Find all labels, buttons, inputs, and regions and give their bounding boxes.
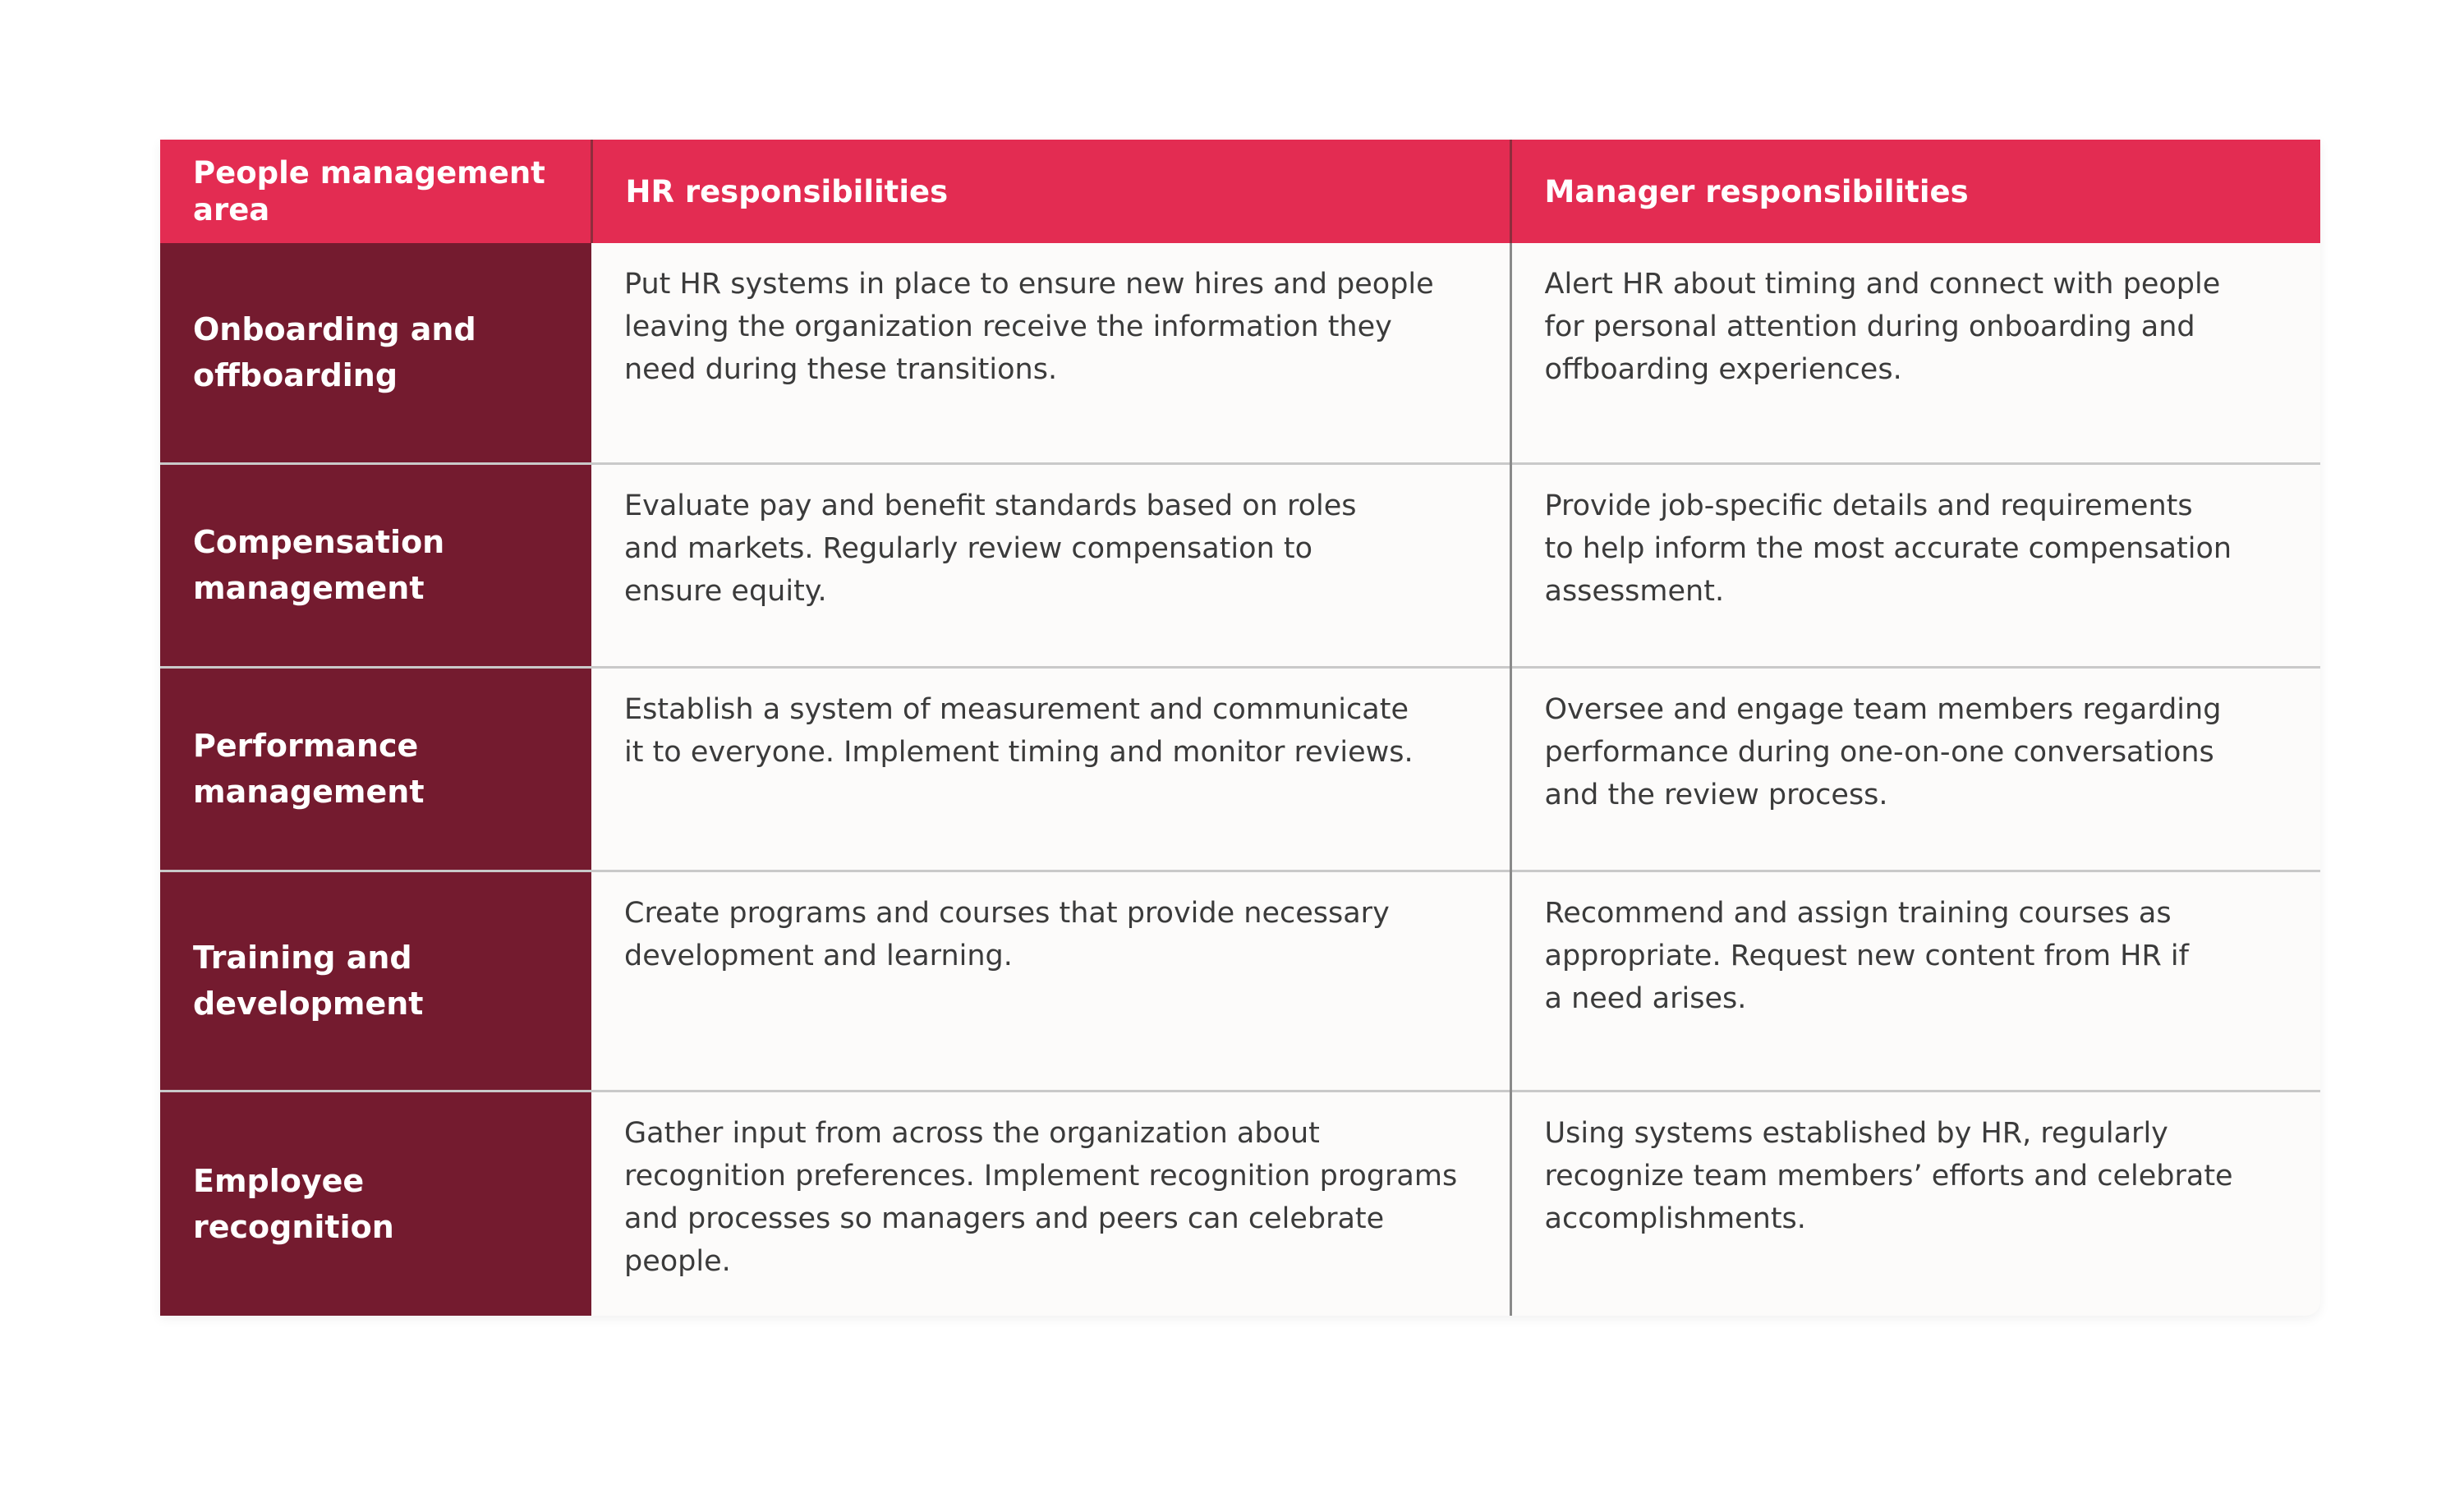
area-cell: Employee recognition <box>160 1091 591 1316</box>
table-row <box>160 1091 2320 1316</box>
area-cell: Compensation management <box>160 463 591 667</box>
hr-cell: Establish a system of measurement and communicate it to everyone. Implement timing and monitor reviews. <box>591 667 1510 871</box>
header-people-management-area: People management area <box>160 140 591 243</box>
table-row <box>160 243 2320 463</box>
manager-cell: Oversee and engage team members regarding performance during one-on-one conversations and the review process. <box>1510 667 2320 871</box>
table-row <box>160 463 2320 667</box>
area-cell: Performance management <box>160 667 591 871</box>
responsibilities-table <box>160 140 2320 1316</box>
table-row <box>160 871 2320 1091</box>
manager-cell: Provide job-specific details and requirements to help inform the most accurate compensation assessment. <box>1510 463 2320 667</box>
area-cell: Training and development <box>160 871 591 1091</box>
area-cell: Onboarding and offboarding <box>160 243 591 463</box>
header-hr-responsibilities: HR responsibilities <box>591 140 1510 243</box>
table-header-row <box>160 140 2320 243</box>
manager-cell: Using systems established by HR, regularly recognize team members’ efforts and celebrate accomplishments. <box>1510 1091 2320 1316</box>
hr-cell: Evaluate pay and benefit standards based on roles and markets. Regularly review compensation to ensure equity. <box>591 463 1510 667</box>
manager-cell: Alert HR about timing and connect with people for personal attention during onboarding and offboarding experiences. <box>1510 243 2320 463</box>
responsibilities-table-card <box>160 140 2320 1316</box>
hr-cell: Create programs and courses that provide necessary development and learning. <box>591 871 1510 1091</box>
hr-cell: Gather input from across the organization about recognition preferences. Implement recognition programs and processes so managers and peers can celebrate people. <box>591 1091 1510 1316</box>
header-manager-responsibilities: Manager responsibilities <box>1510 140 2320 243</box>
table-row <box>160 667 2320 871</box>
hr-cell: Put HR systems in place to ensure new hires and people leaving the organization receive the information they need during these transitions. <box>624 268 1434 386</box>
manager-cell: Recommend and assign training courses as appropriate. Request new content from HR if a need arises. <box>1510 871 2320 1091</box>
